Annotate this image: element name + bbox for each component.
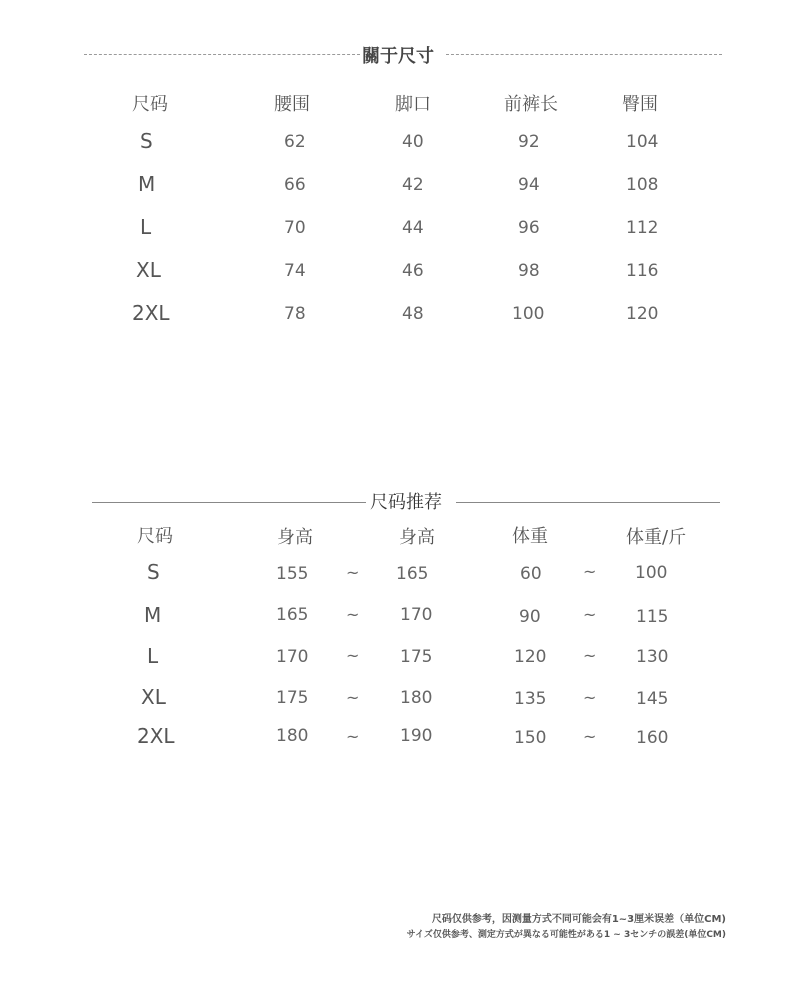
section1-title: 關于尺寸 — [362, 46, 434, 67]
size-m: M — [138, 172, 156, 196]
weight-to: 115 — [636, 607, 669, 627]
range-tilde: ~ — [583, 646, 597, 665]
length-value: 92 — [518, 132, 540, 152]
hem-value: 42 — [402, 175, 424, 195]
weight-from: 150 — [514, 728, 547, 748]
height-to: 180 — [400, 688, 433, 708]
weight-from: 90 — [519, 607, 541, 627]
height-from: 175 — [276, 688, 309, 708]
range-tilde: ~ — [583, 562, 597, 581]
range-tilde: ~ — [346, 688, 360, 707]
length-value: 100 — [512, 304, 545, 324]
size-2xl: 2XL — [132, 301, 170, 325]
height-to: 175 — [400, 647, 433, 667]
weight-from: 60 — [520, 564, 542, 584]
disclaimer-japanese: サイズ仅供参考、測定方式が異なる可能性がある1 ~ 3センチの誤差(单位CM) — [406, 930, 726, 940]
disclaimer-chinese: 尺码仅供参考，因测量方式不同可能会有1~3厘米误差（单位CM) — [431, 914, 726, 925]
range-tilde: ~ — [583, 688, 597, 707]
hip-value: 120 — [626, 304, 659, 324]
header-weight: 体重 — [512, 526, 548, 547]
height-to: 190 — [400, 726, 433, 746]
range-tilde: ~ — [346, 727, 360, 746]
range-tilde: ~ — [346, 605, 360, 624]
header-hem: 脚口 — [395, 94, 431, 115]
weight-to: 100 — [635, 563, 668, 583]
weight-to: 130 — [636, 647, 669, 667]
section1-divider-right — [446, 54, 722, 55]
hem-value: 48 — [402, 304, 424, 324]
height-from: 155 — [276, 564, 309, 584]
section2-title: 尺码推荐 — [370, 492, 442, 513]
hem-value: 46 — [402, 261, 424, 281]
length-value: 94 — [518, 175, 540, 195]
section2-divider-left — [92, 502, 366, 503]
height-to: 165 — [396, 564, 429, 584]
waist-value: 70 — [284, 218, 306, 238]
header-weight-jin: 体重/斤 — [626, 527, 687, 548]
size-m: M — [144, 603, 162, 627]
size-l: L — [140, 215, 152, 239]
hip-value: 112 — [626, 218, 659, 238]
waist-value: 62 — [284, 132, 306, 152]
header-hip: 臀围 — [622, 94, 658, 115]
size-s: S — [147, 560, 160, 584]
hem-value: 44 — [402, 218, 424, 238]
header-waist: 腰围 — [274, 94, 310, 115]
header-pants-length: 前裤长 — [504, 94, 558, 115]
waist-value: 78 — [284, 304, 306, 324]
range-tilde: ~ — [346, 646, 360, 665]
height-from: 180 — [276, 726, 309, 746]
range-tilde: ~ — [583, 605, 597, 624]
section2-divider-right — [456, 502, 720, 503]
weight-from: 135 — [514, 689, 547, 709]
hip-value: 108 — [626, 175, 659, 195]
weight-to: 160 — [636, 728, 669, 748]
weight-from: 120 — [514, 647, 547, 667]
length-value: 96 — [518, 218, 540, 238]
header-height-to: 身高 — [399, 527, 435, 548]
size-s: S — [140, 129, 153, 153]
hip-value: 104 — [626, 132, 659, 152]
hip-value: 116 — [626, 261, 659, 281]
weight-to: 145 — [636, 689, 669, 709]
range-tilde: ~ — [583, 727, 597, 746]
header-height-from: 身高 — [277, 527, 313, 548]
size-l: L — [147, 644, 159, 668]
waist-value: 74 — [284, 261, 306, 281]
waist-value: 66 — [284, 175, 306, 195]
hem-value: 40 — [402, 132, 424, 152]
header-size: 尺码 — [132, 94, 168, 115]
height-from: 170 — [276, 647, 309, 667]
size-2xl: 2XL — [137, 724, 175, 748]
height-to: 170 — [400, 605, 433, 625]
range-tilde: ~ — [346, 563, 360, 582]
header-size: 尺码 — [137, 526, 173, 547]
length-value: 98 — [518, 261, 540, 281]
height-from: 165 — [276, 605, 309, 625]
size-xl: XL — [141, 685, 166, 709]
size-xl: XL — [136, 258, 161, 282]
section1-divider-left — [84, 54, 360, 55]
